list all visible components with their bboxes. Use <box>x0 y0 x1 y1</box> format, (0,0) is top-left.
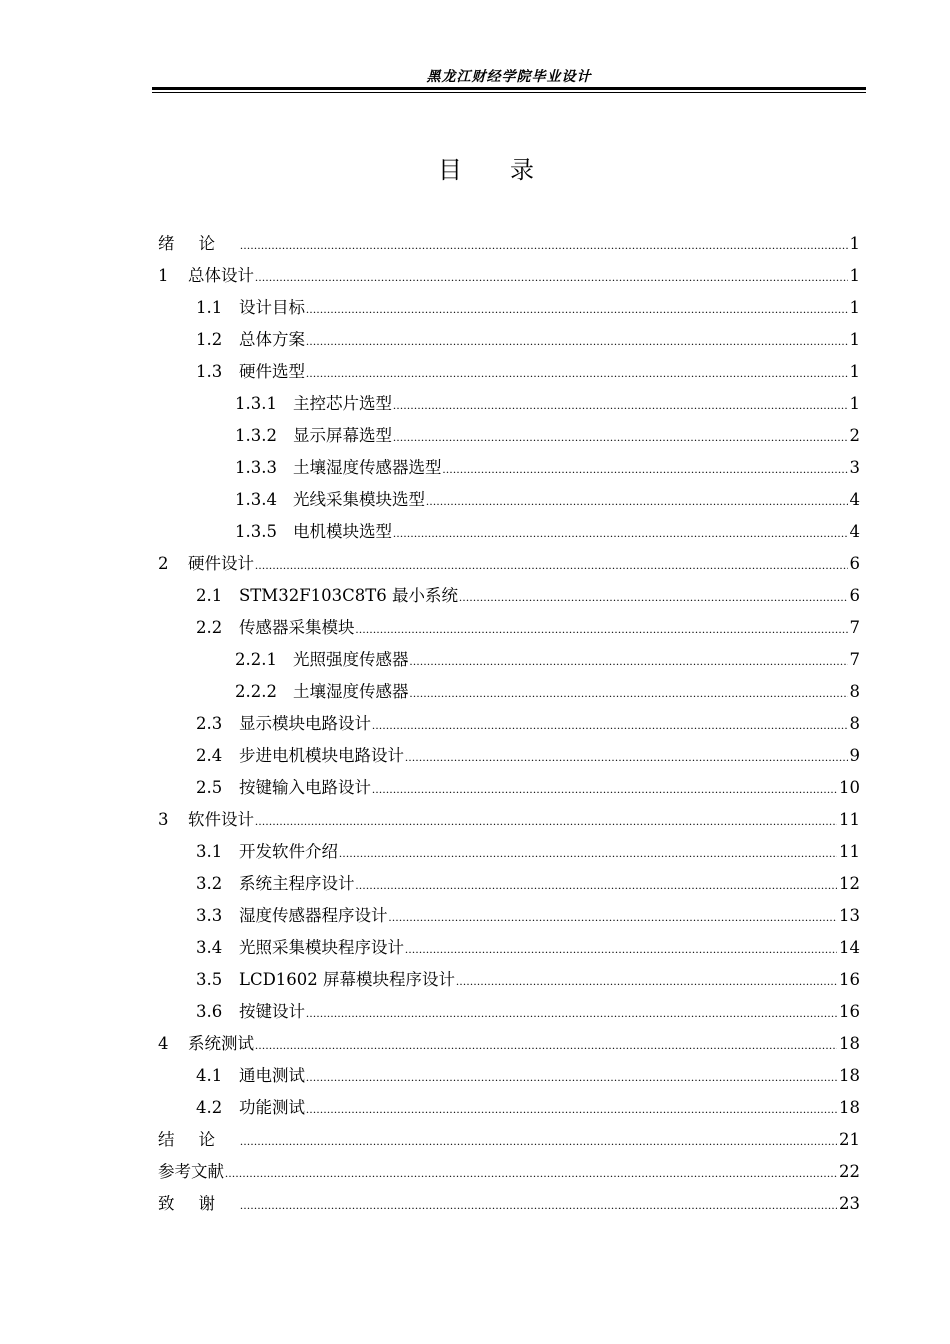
toc-entry-label: 电机模块选型 <box>293 522 392 541</box>
toc-leader-dots <box>456 965 837 997</box>
toc-leader-dots <box>255 261 848 293</box>
toc-leader-dots <box>255 1029 837 1061</box>
toc-entry-page: 7 <box>849 618 860 637</box>
toc-entry[interactable] <box>158 964 860 996</box>
toc-entry-label: 按键设计 <box>239 1002 305 1021</box>
toc-entry-number: 1 <box>158 266 169 285</box>
toc-entry-page: 8 <box>849 682 860 701</box>
toc-entry-page: 9 <box>849 746 860 765</box>
toc-entry-number: 1.3.5 <box>235 522 277 541</box>
toc-entry-page: 16 <box>839 970 860 989</box>
toc-leader-dots <box>356 613 848 645</box>
toc-leader-dots <box>410 677 848 709</box>
toc-entry-number: 1.3.1 <box>235 394 277 413</box>
toc-entry-number: 2.5 <box>196 778 223 797</box>
toc-entry-number: 2.2.2 <box>235 682 277 701</box>
toc-entry-page: 13 <box>839 906 860 925</box>
toc-entry[interactable] <box>158 900 860 932</box>
toc-entry-label: 显示屏幕选型 <box>293 426 392 445</box>
toc-leader-dots <box>339 837 837 869</box>
toc-entry[interactable] <box>158 932 860 964</box>
toc-entry[interactable] <box>158 772 860 804</box>
toc-entry-label: 湿度传感器程序设计 <box>239 906 388 925</box>
toc-entry-label: 致谢 <box>158 1194 239 1213</box>
toc-entry-number: 4.1 <box>196 1066 223 1085</box>
toc-entry-page: 1 <box>849 362 860 381</box>
toc-entry[interactable] <box>158 1188 860 1220</box>
toc-leader-dots <box>240 229 848 261</box>
toc-entry-number: 3.2 <box>196 874 223 893</box>
toc-entry[interactable] <box>158 868 860 900</box>
toc-entry[interactable] <box>158 1060 860 1092</box>
toc-entry-page: 18 <box>839 1066 860 1085</box>
header-rule-thin <box>152 92 866 93</box>
toc-entry[interactable] <box>158 1156 860 1188</box>
toc-entry-label: 系统主程序设计 <box>239 874 355 893</box>
toc-entry-label: 参考文献 <box>158 1162 224 1181</box>
toc-entry-number: 2.3 <box>196 714 223 733</box>
toc-entry-number: 1.3.2 <box>235 426 277 445</box>
toc-entry-page: 11 <box>839 810 860 829</box>
toc-leader-dots <box>459 581 847 613</box>
toc-entry[interactable] <box>158 1124 860 1156</box>
toc-entry-number: 2.4 <box>196 746 223 765</box>
toc-entry-label: 显示模块电路设计 <box>239 714 371 733</box>
toc-entry[interactable] <box>158 260 860 292</box>
toc-entry-label: 步进电机模块电路设计 <box>239 746 404 765</box>
toc-leader-dots <box>225 1157 837 1189</box>
toc-entry[interactable] <box>158 836 860 868</box>
toc-leader-dots <box>393 389 848 421</box>
toc-entry[interactable] <box>158 580 860 612</box>
toc-entry-page: 16 <box>839 1002 860 1021</box>
toc-entry-label: 通电测试 <box>239 1066 305 1085</box>
toc-leader-dots <box>372 709 848 741</box>
toc-leader-dots <box>306 1093 837 1125</box>
toc-entry-label: 土壤湿度传感器选型 <box>293 458 442 477</box>
toc-entry-label: 光照强度传感器 <box>293 650 409 669</box>
toc-entry-label: 硬件设计 <box>188 554 254 573</box>
toc-entry-page: 10 <box>839 778 860 797</box>
toc-entry-label: 绪论 <box>158 234 239 253</box>
toc-entry-number: 3.6 <box>196 1002 223 1021</box>
toc-leader-dots <box>426 485 848 517</box>
toc-entry-page: 1 <box>849 394 860 413</box>
toc-entry[interactable] <box>158 516 860 548</box>
table-of-contents <box>158 228 860 1220</box>
toc-entry[interactable] <box>158 740 860 772</box>
toc-leader-dots <box>356 869 838 901</box>
toc-entry[interactable] <box>158 452 860 484</box>
toc-entry-number: 3.3 <box>196 906 223 925</box>
toc-leader-dots <box>393 421 848 453</box>
toc-entry-page: 23 <box>839 1194 860 1213</box>
toc-entry-page: 18 <box>839 1034 860 1053</box>
toc-entry-page: 4 <box>849 490 860 509</box>
header-rule-thick <box>152 87 866 90</box>
toc-entry-page: 12 <box>839 874 860 893</box>
toc-leader-dots <box>410 645 848 677</box>
toc-title: 目录 <box>438 156 582 184</box>
toc-entry[interactable] <box>158 708 860 740</box>
toc-entry-page: 1 <box>849 298 860 317</box>
toc-entry[interactable] <box>158 644 860 676</box>
toc-entry-number: 3.1 <box>196 842 223 861</box>
toc-entry-label: 开发软件介绍 <box>239 842 338 861</box>
toc-entry-page: 8 <box>849 714 860 733</box>
toc-entry-page: 6 <box>849 586 860 605</box>
toc-entry-page: 4 <box>849 522 860 541</box>
toc-entry-label: 结论 <box>158 1130 239 1149</box>
toc-leader-dots <box>240 1125 837 1157</box>
toc-entry-label: 按键输入电路设计 <box>239 778 371 797</box>
toc-entry-number: 1.3.4 <box>235 490 277 509</box>
toc-leader-dots <box>255 549 848 581</box>
toc-entry-label: 传感器采集模块 <box>239 618 355 637</box>
toc-entry[interactable] <box>158 612 860 644</box>
toc-entry-label: 软件设计 <box>188 810 254 829</box>
toc-entry-number: 3.5 <box>196 970 223 989</box>
toc-entry-number: 2.1 <box>196 586 223 605</box>
toc-entry-number: 3 <box>158 810 169 829</box>
toc-entry-page: 2 <box>849 426 860 445</box>
toc-entry-number: 1.3 <box>196 362 223 381</box>
toc-leader-dots <box>405 741 848 773</box>
toc-leader-dots <box>306 325 848 357</box>
toc-leader-dots <box>443 453 848 485</box>
toc-entry[interactable] <box>158 548 860 580</box>
toc-entry-number: 4 <box>158 1034 169 1053</box>
toc-leader-dots <box>240 1189 837 1221</box>
toc-entry-page: 21 <box>839 1130 860 1149</box>
toc-entry[interactable] <box>158 676 860 708</box>
toc-entry[interactable] <box>158 388 860 420</box>
toc-entry[interactable] <box>158 996 860 1028</box>
toc-entry[interactable] <box>158 324 860 356</box>
toc-entry-label: 光照采集模块程序设计 <box>239 938 404 957</box>
toc-entry-number: 4.2 <box>196 1098 223 1117</box>
toc-leader-dots <box>306 293 848 325</box>
toc-entry-label: 功能测试 <box>239 1098 305 1117</box>
toc-entry-page: 22 <box>839 1162 860 1181</box>
toc-leader-dots <box>306 1061 837 1093</box>
toc-entry-page: 7 <box>849 650 860 669</box>
toc-entry[interactable] <box>158 356 860 388</box>
toc-leader-dots <box>405 933 837 965</box>
toc-entry[interactable] <box>158 292 860 324</box>
toc-leader-dots <box>306 997 837 1029</box>
page-header: 黑龙江财经学院毕业设计 <box>426 69 592 85</box>
toc-entry-label: 硬件选型 <box>239 362 305 381</box>
toc-entry[interactable] <box>158 228 860 260</box>
toc-entry-number: 2 <box>158 554 169 573</box>
toc-entry-number: 1.2 <box>196 330 223 349</box>
toc-entry-number: 3.4 <box>196 938 223 957</box>
toc-entry-number: 2.2 <box>196 618 223 637</box>
toc-leader-dots <box>389 901 838 933</box>
toc-leader-dots <box>393 517 848 549</box>
toc-entry[interactable] <box>158 1028 860 1060</box>
toc-leader-dots <box>372 773 837 805</box>
toc-entry-label: 总体设计 <box>188 266 254 285</box>
toc-entry-number: 2.2.1 <box>235 650 277 669</box>
toc-entry-page: 18 <box>839 1098 860 1117</box>
toc-leader-dots <box>255 805 837 837</box>
toc-entry-page: 14 <box>839 938 860 957</box>
toc-entry[interactable] <box>158 484 860 516</box>
toc-entry-page: 11 <box>839 842 860 861</box>
toc-entry-number: 1.3.3 <box>235 458 277 477</box>
toc-entry-label: 土壤湿度传感器 <box>293 682 409 701</box>
toc-entry-label: 总体方案 <box>239 330 305 349</box>
toc-entry-page: 1 <box>849 330 860 349</box>
toc-entry-page: 6 <box>849 554 860 573</box>
toc-entry[interactable] <box>158 804 860 836</box>
toc-entry-label: STM32F103C8T6 最小系统 <box>239 586 459 605</box>
toc-entry-label: LCD1602 屏幕模块程序设计 <box>239 970 456 989</box>
toc-entry-label: 设计目标 <box>239 298 305 317</box>
toc-entry[interactable] <box>158 420 860 452</box>
toc-entry-label: 主控芯片选型 <box>293 394 392 413</box>
toc-leader-dots <box>306 357 848 389</box>
toc-entry-label: 系统测试 <box>188 1034 254 1053</box>
toc-entry-page: 1 <box>849 266 860 285</box>
toc-entry[interactable] <box>158 1092 860 1124</box>
toc-entry-label: 光线采集模块选型 <box>293 490 425 509</box>
toc-entry-number: 1.1 <box>196 298 223 317</box>
toc-entry-page: 3 <box>849 458 860 477</box>
toc-entry-page: 1 <box>849 234 860 253</box>
